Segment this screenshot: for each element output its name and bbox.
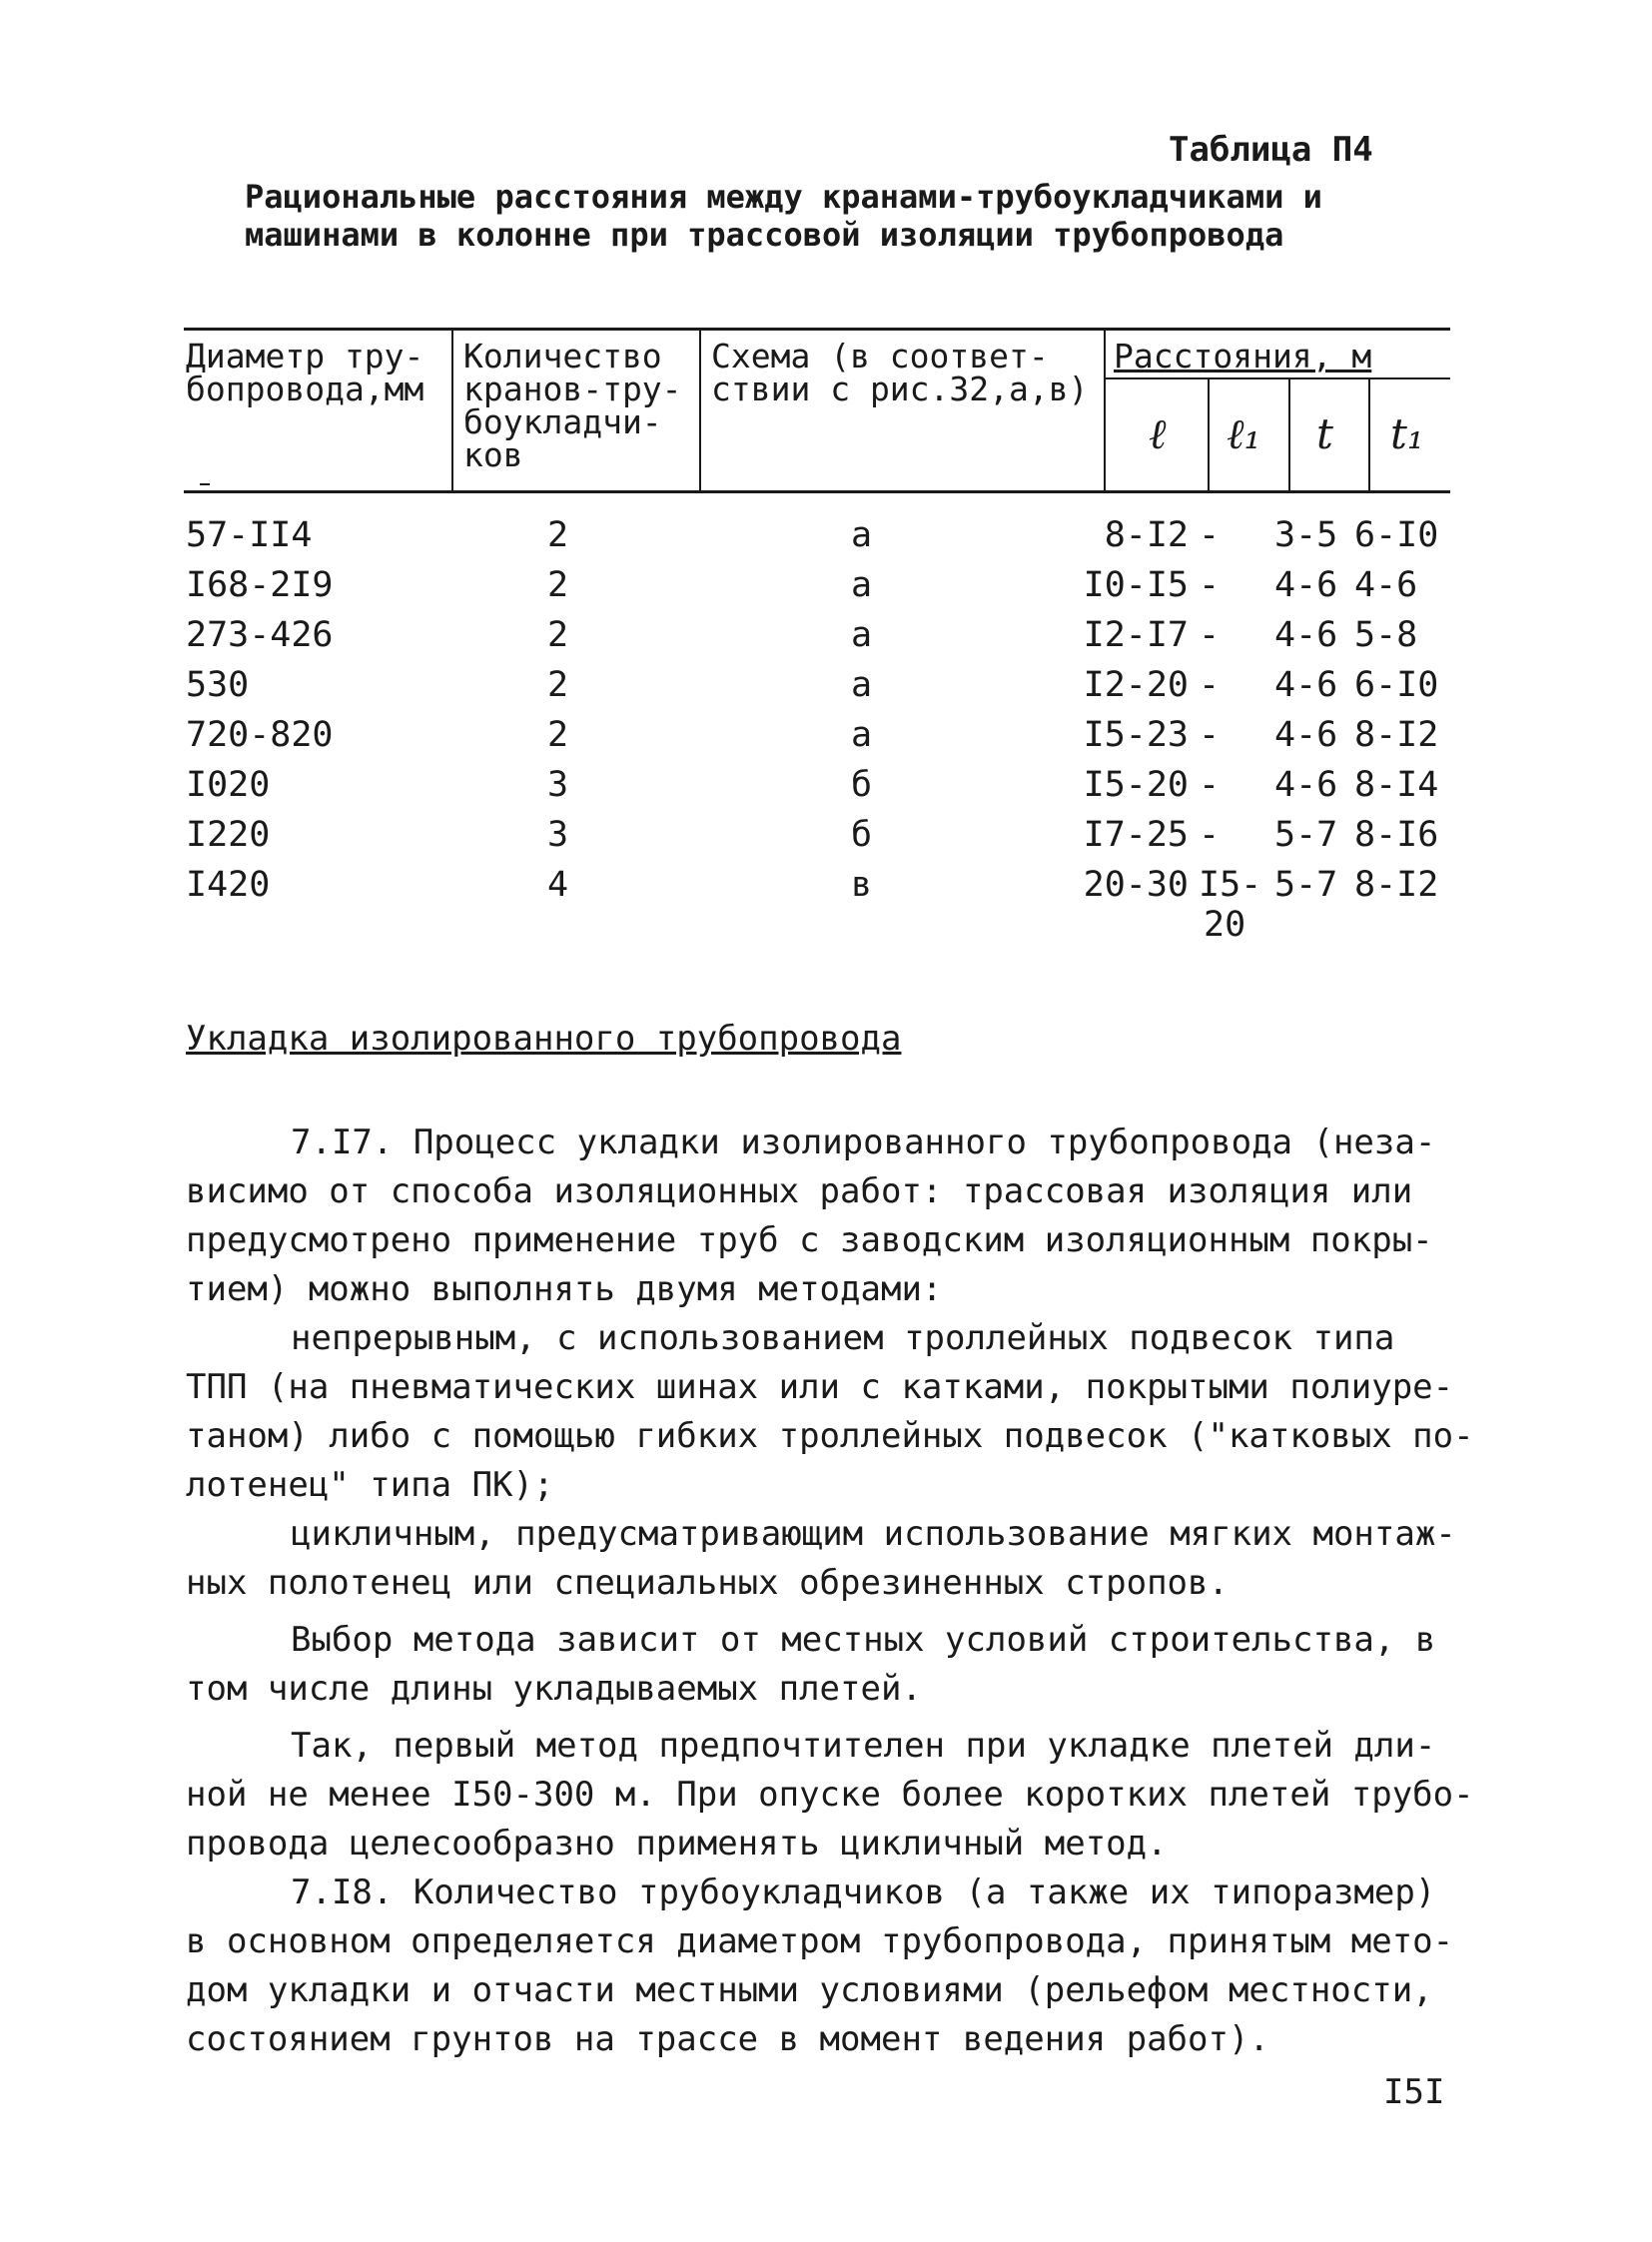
cell-t1: 6-I0 bbox=[1354, 665, 1439, 705]
cell-t: 3-5 bbox=[1274, 515, 1338, 555]
header-distances: Расстояния, м bbox=[1114, 337, 1372, 375]
cell-scheme: а bbox=[851, 715, 873, 755]
distances-subheader-rule bbox=[1104, 377, 1450, 379]
cell-t: 4-6 bbox=[1274, 715, 1338, 755]
cell-l1: - bbox=[1199, 515, 1221, 555]
table-top-rule bbox=[184, 328, 1450, 331]
column-divider bbox=[1368, 377, 1370, 492]
cell-l: I5-23 bbox=[1083, 715, 1189, 755]
table-header-bottom-rule bbox=[184, 490, 1450, 493]
column-divider bbox=[451, 328, 453, 492]
header-l1-symbol: ℓ₁ bbox=[1227, 409, 1261, 458]
header-t-symbol: t bbox=[1316, 409, 1333, 458]
cell-scheme: а bbox=[851, 665, 873, 705]
cell-diameter: 530 bbox=[186, 665, 250, 705]
cell-diameter: I420 bbox=[186, 865, 271, 905]
header-t1-symbol: t₁ bbox=[1390, 409, 1424, 458]
header-scheme: Схема (в соответ- ствии с рис.32,а,в) bbox=[711, 337, 1089, 408]
cell-diameter: 273-426 bbox=[186, 615, 334, 655]
paragraph: цикличным, предусматривающим использование мягких монтаж- ных полотенец или специальных обрезиненных стропов. bbox=[186, 1514, 1456, 1603]
cell-scheme: а bbox=[851, 515, 873, 555]
cell-quantity: 4 bbox=[547, 865, 569, 905]
cell-l1: - bbox=[1199, 715, 1221, 755]
cell-scheme: б bbox=[851, 765, 873, 805]
cell-l1: - bbox=[1199, 765, 1221, 805]
cell-l: I2-20 bbox=[1083, 665, 1189, 705]
cell-scheme: а bbox=[851, 565, 873, 605]
cell-l1: - bbox=[1199, 615, 1221, 655]
cell-l: 20-30 bbox=[1083, 865, 1189, 905]
body-text bbox=[186, 1119, 1474, 2064]
cell-l: 8-I2 bbox=[1104, 515, 1189, 555]
cell-l1: - bbox=[1199, 565, 1221, 605]
cell-diameter: 720-820 bbox=[186, 715, 334, 755]
cell-scheme: в bbox=[851, 865, 873, 905]
cell-scheme: б bbox=[851, 815, 873, 855]
cell-quantity: 2 bbox=[547, 515, 569, 555]
cell-quantity: 3 bbox=[547, 765, 569, 805]
cell-t1: 8-I2 bbox=[1354, 715, 1439, 755]
page-number: I5I bbox=[1383, 2072, 1445, 2112]
cell-t: 5-7 bbox=[1274, 815, 1338, 855]
cell-quantity: 2 bbox=[547, 565, 569, 605]
paragraph: Так, первый метод предпочтителен при укладке плетей дли- ной не менее I50-300 м. При опуске более коротких плетей трубо- провода целесообразно применять цикличный метод. bbox=[186, 1726, 1474, 1864]
cell-l1-continued: 20 bbox=[1204, 905, 1246, 945]
cell-t1: 8-I6 bbox=[1354, 815, 1439, 855]
cell-l: I2-I7 bbox=[1083, 615, 1189, 655]
header-mark bbox=[200, 483, 210, 485]
cell-t: 4-6 bbox=[1274, 565, 1338, 605]
cell-l: I7-25 bbox=[1083, 815, 1189, 855]
cell-scheme: а bbox=[851, 615, 873, 655]
column-divider bbox=[1288, 377, 1290, 492]
cell-t: 4-6 bbox=[1274, 615, 1338, 655]
cell-quantity: 3 bbox=[547, 815, 569, 855]
column-divider bbox=[1104, 328, 1106, 492]
cell-t: 5-7 bbox=[1274, 865, 1338, 905]
header-diameter: Диаметр тру- бопровода,мм bbox=[186, 337, 424, 408]
cell-l: I0-I5 bbox=[1083, 565, 1189, 605]
table-caption-line: машинами в колонне при трассовой изоляции трубопровода bbox=[245, 216, 1284, 254]
cell-l1: - bbox=[1199, 815, 1221, 855]
cell-quantity: 2 bbox=[547, 615, 569, 655]
cell-t1: 6-I0 bbox=[1354, 515, 1439, 555]
cell-t: 4-6 bbox=[1274, 665, 1338, 705]
cell-quantity: 2 bbox=[547, 715, 569, 755]
header-quantity: Количество кранов-тру- бoукладчи- ков bbox=[463, 337, 682, 474]
cell-l1: I5- bbox=[1199, 865, 1262, 905]
cell-t1: 8-I4 bbox=[1354, 765, 1439, 805]
cell-diameter: I220 bbox=[186, 815, 271, 855]
paragraph: 7.I8. Количество трубоукладчиков (а также их типоразмер) в основном определяется диаметром трубопровода, принятым мето- дом укладки и отчасти местными условиями (рельефом местности, состоянием грунтов на трассе в момент ведения работ). bbox=[186, 1872, 1454, 2059]
cell-t1: 4-6 bbox=[1354, 565, 1418, 605]
section-heading: Укладка изолированного трубопровода bbox=[186, 1019, 902, 1059]
cell-l: I5-20 bbox=[1083, 765, 1189, 805]
cell-diameter: I020 bbox=[186, 765, 271, 805]
cell-diameter: 57-II4 bbox=[186, 515, 313, 555]
cell-t1: 5-8 bbox=[1354, 615, 1418, 655]
paragraph: 7.I7. Процесс укладки изолированного трубопровода (неза- висимо от способа изоляционных работ: трассовая изоляция или предусмотрено применение труб с заводским изоляционным покры- тием) можно выполнять двумя методами: bbox=[186, 1122, 1436, 1309]
paragraph: непрерывным, с использованием троллейных подвесок типа ТПП (на пневматических шинах или с катками, покрытыми полиуре- таном) либо с помощью гибких троллейных подвесок ("катковых по- лотенец" типа ПК); bbox=[186, 1318, 1474, 1505]
column-divider bbox=[1208, 377, 1210, 492]
column-divider bbox=[699, 328, 701, 492]
cell-diameter: I68-2I9 bbox=[186, 565, 334, 605]
cell-l1: - bbox=[1199, 665, 1221, 705]
paragraph: Выбор метода зависит от местных условий строительства, в том числе длины укладываемых плетей. bbox=[186, 1620, 1436, 1709]
table-label: Таблица П4 bbox=[1169, 130, 1373, 170]
header-l-symbol: ℓ bbox=[1149, 409, 1167, 458]
cell-quantity: 2 bbox=[547, 665, 569, 705]
cell-t1: 8-I2 bbox=[1354, 865, 1439, 905]
cell-t: 4-6 bbox=[1274, 765, 1338, 805]
table-caption bbox=[245, 178, 1443, 254]
table-caption-line: Рациональные расстояния между кранами-трубоукладчиками и bbox=[245, 178, 1322, 216]
